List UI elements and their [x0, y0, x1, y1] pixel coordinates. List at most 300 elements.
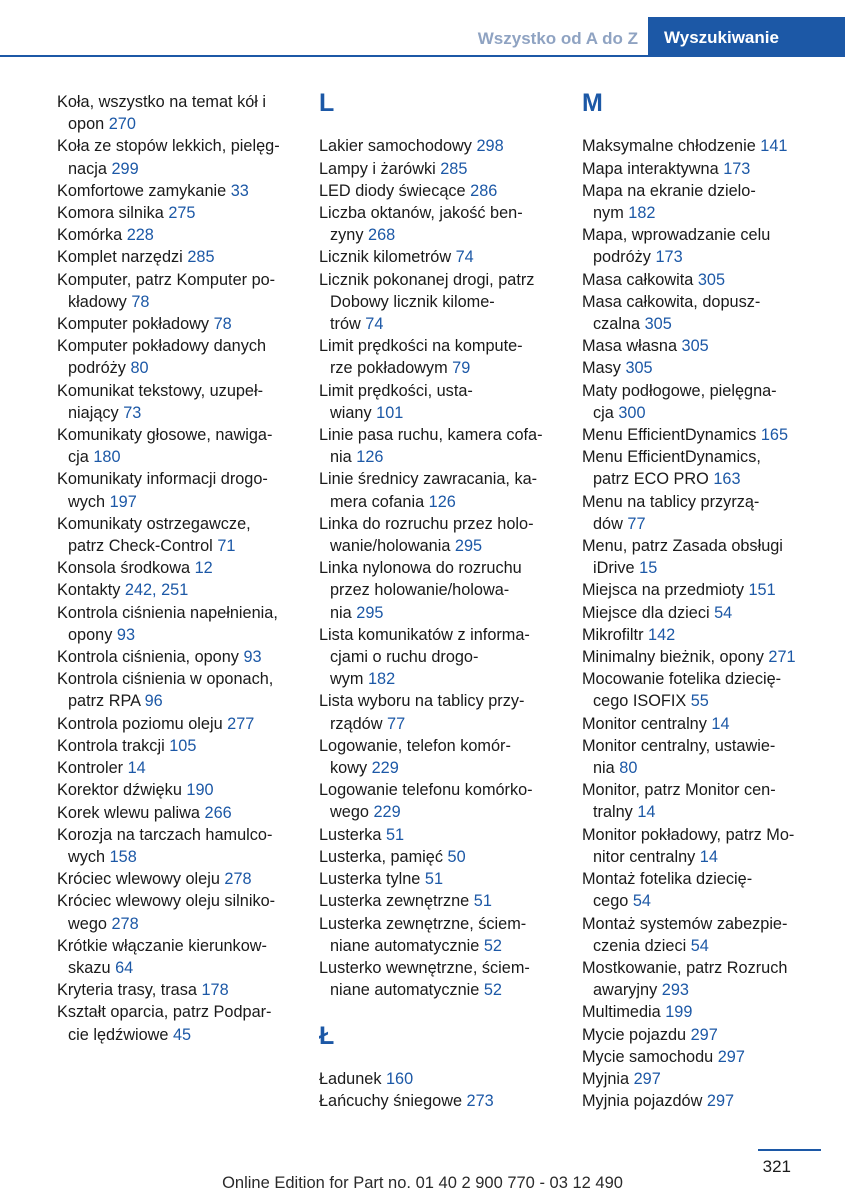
index-entry-text: Lusterka [319, 825, 386, 844]
index-entry [582, 824, 827, 868]
index-entry [582, 579, 827, 601]
index-entry [57, 779, 302, 801]
index-entry-text: Korektor dźwięku [57, 781, 187, 800]
index-entry [57, 757, 302, 779]
index-entry [57, 91, 302, 135]
index-entry [57, 646, 302, 668]
index-page-reference[interactable]: 55 [690, 692, 709, 711]
index-page-reference[interactable]: 277 [227, 714, 255, 733]
index-page-reference[interactable]: 182 [628, 204, 656, 222]
index-column-2 [319, 91, 564, 1112]
index-entry [57, 979, 302, 1001]
index-entry-text: Komórka [57, 226, 127, 245]
index-page-reference[interactable]: 78 [213, 315, 232, 334]
index-column-3 [582, 91, 827, 1112]
page-header [0, 0, 845, 58]
index-entry [319, 380, 564, 424]
index-entry [582, 1001, 827, 1023]
index-entry-text: Komunikat tekstowy, uzupeł‐ [57, 381, 264, 400]
index-page-reference[interactable]: 295 [356, 603, 384, 622]
index-entry-text: Linie pasa ruchu, kamera cofa‐ [319, 426, 543, 445]
index-entry [582, 1024, 827, 1046]
index-entry [319, 624, 564, 691]
index-page-reference[interactable]: 80 [619, 759, 638, 778]
index-page-reference[interactable]: 268 [368, 226, 396, 245]
index-entry-text: Logowanie telefonu komórko‐ [319, 781, 533, 800]
index-entry-text: Menu EfficientDynamics, [582, 448, 761, 467]
index-page-reference[interactable]: 79 [452, 359, 471, 378]
index-page-reference[interactable]: 199 [665, 1003, 693, 1022]
index-entry [319, 868, 564, 890]
index-entry [57, 180, 302, 202]
index-entry-text: Monitor, patrz Monitor cen‐ [582, 781, 776, 800]
index-entry [582, 1068, 827, 1090]
index-entry-text: Dobowy licznik kilome‐ [330, 292, 495, 311]
index-page-reference[interactable]: 71 [217, 537, 236, 556]
index-entry-text: Lusterka zewnętrzne, ściem‐ [319, 914, 527, 933]
index-page-reference[interactable]: 64 [115, 958, 134, 977]
index-entry [57, 579, 302, 601]
index-entry-text: Menu EfficientDynamics [582, 426, 761, 445]
header-tab-search: Wyszukiwanie [648, 17, 845, 57]
index-entry-text: Lista komunikatów z informa‐ [319, 625, 530, 644]
index-entry-text: Łańcuchy śniegowe [319, 1092, 467, 1111]
index-entry-text: Limit prędkości na kompute‐ [319, 337, 523, 356]
index-entry-text: Komfortowe zamykanie [57, 181, 231, 200]
index-entry [57, 824, 302, 868]
index-entry-text: cego [593, 892, 633, 911]
index-letter-heading: M [582, 89, 603, 117]
index-entry [582, 380, 827, 424]
index-entry-text: Krótkie włączanie kierunkow‐ [57, 936, 267, 955]
index-entry-text: Korozja na tarczach hamulco‐ [57, 825, 273, 844]
index-page-reference[interactable]: 141 [760, 137, 788, 156]
index-entry [57, 602, 302, 646]
index-entry-text: Limit prędkości, usta‐ [319, 381, 473, 400]
index-letter-heading: Ł [319, 1021, 335, 1050]
index-entry-text: cjami o ruchu drogo‐ [330, 648, 479, 667]
index-entry-text: Lusterko wewnętrzne, ściem‐ [319, 958, 530, 977]
index-entry [319, 690, 564, 734]
index-page-reference[interactable]: 51 [424, 870, 444, 889]
index-page-reference[interactable]: 151 [748, 581, 776, 600]
index-entry-text: Komunikaty ostrzegawcze, [57, 514, 251, 533]
index-entry-text: skazu [68, 958, 116, 977]
index-page-reference[interactable]: 14 [711, 714, 730, 733]
index-entry [57, 335, 302, 379]
index-entry [57, 224, 302, 246]
index-entry-text: Króciec wlewowy oleju [57, 870, 225, 889]
index-entry-text: Monitor pokładowy, patrz Mo‐ [582, 825, 795, 844]
footer-edition-note: Online Edition for Part no. 01 40 2 900 770 - 03 12 490 [222, 1174, 623, 1192]
index-entry [57, 935, 302, 979]
index-page-reference[interactable]: 163 [713, 470, 741, 489]
index-entry-text: opony [68, 625, 117, 644]
index-entry-text: Komputer pokładowy danych [57, 337, 267, 356]
index-page-reference[interactable]: 278 [224, 870, 252, 889]
index-entry-text: Monitor centralny, ustawie‐ [582, 736, 776, 755]
index-entry-text: wych [68, 492, 110, 511]
index-entry [582, 158, 827, 180]
index-entry [319, 246, 564, 268]
index-entry-text: Mapa, wprowadzanie celu [582, 226, 771, 245]
index-page-reference[interactable]: 158 [109, 847, 137, 866]
index-entry-text: Liczba oktanów, jakość ben‐ [319, 204, 523, 222]
index-entry-text: wego [330, 803, 374, 822]
index-entry-text: kładowy [68, 292, 132, 311]
index-entry-text: nitor centralny [593, 847, 700, 866]
index-entry-text: Koła ze stopów lekkich, pielęg‐ [57, 137, 280, 156]
index-entry [57, 202, 302, 224]
index-entry [57, 269, 302, 313]
index-page-reference[interactable]: 305 [644, 315, 672, 334]
index-entry-text: Mapa interaktywna [582, 159, 724, 178]
index-entry [57, 380, 302, 424]
index-entry-text: nacja [68, 159, 112, 178]
index-page-reference[interactable]: 12 [194, 559, 213, 578]
index-entry-text: Lusterka tylne [319, 870, 425, 889]
index-entry-text: Masa całkowita, dopusz‐ [582, 292, 761, 311]
index-page-reference[interactable]: 178 [201, 981, 229, 1000]
index-page-reference[interactable]: 228 [126, 226, 154, 245]
index-entry [57, 713, 302, 735]
index-entry [582, 291, 827, 335]
index-page-reference[interactable]: 74 [365, 315, 384, 334]
index-entry [319, 1090, 564, 1112]
index-page-reference[interactable]: 285 [440, 159, 468, 178]
index-entry [582, 335, 827, 357]
index-entry-text: Kontrola poziomu oleju [57, 714, 228, 733]
index-page-reference[interactable]: 142 [648, 625, 676, 644]
index-page-reference[interactable]: 293 [661, 981, 689, 1000]
index-entry [319, 890, 564, 912]
index-entry [319, 957, 564, 1001]
index-entry-text: niane automatycznie [330, 981, 484, 1000]
index-entry-text: zyny [330, 226, 369, 245]
index-entry-text: mera cofania [330, 492, 429, 511]
index-page-reference[interactable]: 96 [144, 692, 163, 711]
index-page-reference[interactable]: 190 [186, 781, 214, 800]
index-page-reference[interactable]: 197 [109, 492, 137, 511]
index-page-reference[interactable]: 278 [111, 914, 139, 933]
index-entry-text: Licznik kilometrów [319, 248, 456, 267]
index-entry-text: Komplet narzędzi [57, 248, 188, 267]
index-entry-text: Króciec wlewowy oleju silniko‐ [57, 892, 276, 911]
index-entry [57, 735, 302, 757]
index-entry-text: Logowanie, telefon komór‐ [319, 736, 511, 755]
index-page-reference[interactable]: 51 [473, 892, 492, 911]
index-entry [582, 779, 827, 823]
index-entry-text: Komunikaty głosowe, nawiga‐ [57, 426, 273, 445]
index-entry-text: Menu, patrz Zasada obsługi [582, 537, 783, 556]
index-page-reference[interactable]: 160 [386, 1069, 414, 1088]
index-entry-text: Masa całkowita [582, 270, 698, 289]
index-entry-text: wego [68, 914, 112, 933]
index-page-reference[interactable]: 93 [116, 625, 136, 644]
index-entry [57, 468, 302, 512]
index-entry [582, 357, 827, 379]
index-entry [319, 135, 564, 157]
index-entry [57, 802, 302, 824]
index-entry-text: Mocowanie fotelika dziecię‐ [582, 670, 782, 689]
index-entry-text: Masy [582, 359, 626, 378]
index-entry [582, 957, 827, 1001]
index-page-reference[interactable]: 15 [639, 559, 658, 578]
index-entry [57, 868, 302, 890]
index-entry-text: Mikrofiltr [582, 625, 649, 644]
index-entry-text: Kontrola ciśnienia napełnienia, [57, 603, 278, 622]
index-entry-text: nym [593, 204, 629, 222]
index-entry-text: Miejsca na przedmioty [582, 581, 749, 600]
index-entry-text: cego ISOFIX [593, 692, 691, 711]
index-page-reference[interactable]: 229 [371, 759, 399, 778]
index-entry [319, 468, 564, 512]
index-entry-text: patrz ECO PRO [593, 470, 714, 489]
index-entry [582, 646, 827, 668]
index-entry-text: Komputer, patrz Komputer po‐ [57, 270, 276, 289]
index-entry-text: Koła, wszystko na temat kół i [57, 93, 267, 111]
index-page-reference[interactable]: 14 [699, 847, 718, 866]
index-page-reference[interactable]: 242, 251 [124, 581, 189, 600]
index-entry-text: Komora silnika [57, 204, 169, 223]
index-entry-text: Mapa na ekranie dzielo‐ [582, 181, 756, 200]
index-entry-text: Kontakty [57, 581, 125, 600]
index-entry-text: Korek wlewu paliwa [57, 803, 205, 822]
index-entry [582, 1046, 827, 1068]
index-page-reference[interactable]: 126 [428, 492, 456, 511]
index-entry [319, 735, 564, 779]
index-entry-text: Lampy i żarówki [319, 159, 441, 178]
index-entry [319, 202, 564, 246]
index-entry [582, 913, 827, 957]
index-entry [582, 1090, 827, 1112]
index-page-reference[interactable]: 77 [387, 714, 406, 733]
index-entry-text: cie lędźwiowe [68, 1025, 173, 1044]
index-page-reference[interactable]: 305 [697, 270, 725, 289]
index-page-reference[interactable]: 298 [476, 137, 504, 156]
index-entry-text: Mycie samochodu [582, 1047, 718, 1066]
index-entry-text: rze pokładowym [330, 359, 453, 378]
index-entry-text: Kształt oparcia, patrz Podpar‐ [57, 1003, 272, 1022]
index-entry [319, 424, 564, 468]
index-entry-text: niający [68, 403, 124, 422]
page-number: 321 [762, 1157, 791, 1176]
index-entry [57, 513, 302, 557]
index-entry [57, 890, 302, 934]
index-entry [319, 1068, 564, 1090]
index-entry-text: czenia dzieci [593, 936, 691, 955]
index-entry-text: Maty podłogowe, pielęgna‐ [582, 381, 777, 400]
index-column-1 [57, 91, 302, 1046]
index-page-reference[interactable]: 101 [376, 403, 404, 422]
index-entry [319, 180, 564, 202]
index-entry [319, 335, 564, 379]
index-entry-text: cja [593, 403, 619, 422]
index-entry-text: Ładunek [319, 1069, 386, 1088]
index-entry [582, 424, 827, 446]
index-entry [582, 135, 827, 157]
index-entry-text: nia [330, 603, 357, 622]
index-page-reference[interactable]: 297 [717, 1047, 745, 1066]
index-entry-text: Mostkowanie, patrz Rozruch [582, 958, 788, 977]
index-entry-text: Menu na tablicy przyrzą‐ [582, 492, 760, 511]
index-entry [319, 824, 564, 846]
index-entry-text: Mycie pojazdu [582, 1025, 691, 1044]
index-page-reference[interactable]: 54 [632, 892, 651, 911]
index-page-reference[interactable]: 52 [483, 981, 502, 1000]
index-entry-text: czalna [593, 315, 645, 334]
index-page-reference[interactable]: 14 [127, 759, 146, 778]
index-entry [319, 513, 564, 557]
index-page-reference[interactable]: 54 [714, 603, 733, 622]
index-entry [582, 624, 827, 646]
index-entry [319, 779, 564, 823]
index-page-reference[interactable]: 266 [204, 803, 232, 822]
index-entry [319, 269, 564, 336]
index-entry [582, 180, 827, 224]
index-entry-text: LED diody świecące [319, 181, 471, 200]
index-entry-text: cja [68, 448, 94, 467]
index-entry-text: Lusterka, pamięć [319, 847, 448, 866]
index-entry-text: nia [330, 448, 357, 467]
index-page-reference[interactable]: 126 [356, 448, 384, 467]
index-entry-text: Kontrola ciśnienia, opony [57, 648, 244, 667]
index-entry [57, 424, 302, 468]
index-page-reference[interactable]: 45 [172, 1025, 192, 1044]
index-page-reference[interactable]: 52 [483, 936, 502, 955]
index-page-reference[interactable]: 93 [243, 648, 262, 667]
index-entry-text: Montaż fotelika dziecię‐ [582, 870, 753, 889]
index-page-reference[interactable]: 180 [93, 448, 121, 467]
index-entry-text: Lista wyboru na tablicy przy‐ [319, 692, 525, 711]
index-entry-text: dów [593, 514, 628, 533]
index-page-reference[interactable]: 165 [760, 426, 789, 445]
index-page-reference[interactable]: 77 [627, 514, 646, 533]
index-entry [319, 846, 564, 868]
index-entry [582, 602, 827, 624]
index-page-reference[interactable]: 285 [187, 248, 215, 267]
index-entry-text: wanie/holowania [330, 537, 455, 556]
index-entry [582, 224, 827, 268]
index-page-reference[interactable]: 295 [454, 537, 483, 556]
index-entry-text: wych [68, 847, 110, 866]
index-page-reference[interactable]: 270 [108, 115, 136, 134]
index-page-reference[interactable]: 273 [466, 1092, 494, 1111]
index-page-reference[interactable]: 74 [455, 248, 474, 267]
index-page-reference[interactable]: 182 [367, 670, 396, 689]
index-entry [57, 246, 302, 268]
index-entry-text: wiany [330, 403, 377, 422]
index-entry [582, 535, 827, 579]
index-page-reference[interactable]: 51 [385, 825, 405, 844]
index-entry-text: rządów [330, 714, 388, 733]
index-entry [57, 1001, 302, 1045]
index-entry-text: Linie średnicy zawracania, ka‐ [319, 470, 538, 489]
index-letter-heading: L [319, 89, 335, 117]
index-entry-text: Multimedia [582, 1003, 666, 1022]
index-page-reference[interactable]: 173 [723, 159, 751, 178]
index-entry-text: Kryteria trasy, trasa [57, 981, 202, 1000]
index-entry-text: trów [330, 315, 366, 334]
index-page-reference[interactable]: 271 [768, 648, 796, 667]
index-entry-text: Licznik pokonanej drogi, patrz [319, 270, 535, 289]
index-entry [57, 135, 302, 179]
index-entry-text: Minimalny bieżnik, opony [582, 648, 769, 667]
index-page-reference[interactable]: 73 [123, 403, 142, 422]
index-page-reference[interactable]: 78 [131, 292, 150, 311]
index-entry-text: awaryjny [593, 981, 662, 1000]
index-entry-text: Masa własna [582, 337, 682, 356]
index-entry [582, 868, 827, 912]
index-entry [582, 491, 827, 535]
index-page-reference[interactable]: 54 [690, 936, 709, 955]
index-page-reference[interactable]: 300 [618, 403, 646, 422]
index-page-reference[interactable]: 305 [625, 359, 653, 378]
index-entry-text: Myjnia pojazdów [582, 1092, 707, 1111]
index-entry-text: tralny [593, 803, 638, 822]
index-entry-text: Komunikaty informacji drogo‐ [57, 470, 268, 489]
header-rule [0, 55, 845, 57]
index-page-reference[interactable]: 105 [169, 736, 197, 755]
index-page-reference[interactable]: 275 [168, 204, 196, 223]
page-number-rule [758, 1149, 821, 1151]
index-entry-text: nia [593, 759, 620, 778]
index-entry-text: Montaż systemów zabezpie‐ [582, 914, 788, 933]
index-page-reference[interactable]: 50 [447, 847, 466, 866]
index-page-reference[interactable]: 297 [706, 1092, 735, 1111]
index-entry [57, 557, 302, 579]
index-entry [57, 668, 302, 712]
index-entry [582, 446, 827, 490]
index-page-reference[interactable]: 173 [655, 248, 683, 267]
index-page-reference[interactable]: 297 [690, 1025, 718, 1044]
index-entry-text: Myjnia [582, 1069, 634, 1088]
index-entry-text: patrz RPA [68, 692, 145, 711]
index-entry [319, 913, 564, 957]
index-entry-text: Kontrola ciśnienia w oponach, [57, 670, 274, 689]
index-entry-text: podróży [68, 359, 131, 378]
index-entry-text: Maksymalne chłodzenie [582, 137, 761, 156]
index-page-reference[interactable]: 14 [637, 803, 656, 822]
index-page-reference[interactable]: 305 [681, 337, 709, 356]
index-entry [582, 735, 827, 779]
index-entry-text: kowy [330, 759, 372, 778]
index-entry-text: Kontrola trakcji [57, 736, 170, 755]
index-page-reference[interactable]: 33 [230, 181, 249, 200]
index-entry-text: Komputer pokładowy [57, 315, 214, 334]
index-entry-text: Konsola środkowa [57, 559, 195, 578]
header-section-title: Wszystko od A do Z [477, 29, 638, 48]
index-page-reference[interactable]: 80 [130, 359, 149, 378]
index-entry-text: Linka nylonowa do rozruchu [319, 559, 522, 578]
index-entry-text: iDrive [593, 559, 640, 578]
index-entry [582, 713, 827, 735]
index-entry-text: Kontroler [57, 759, 128, 778]
index-page-reference[interactable]: 229 [373, 803, 401, 822]
index-page-reference[interactable]: 286 [470, 181, 498, 200]
index-page-reference[interactable]: 297 [633, 1069, 661, 1088]
index-entry-text: Lusterka zewnętrzne [319, 892, 474, 911]
index-entry-text: patrz Check-Control [68, 537, 218, 556]
index-entry-text: niane automatycznie [330, 936, 484, 955]
index-page-reference[interactable]: 299 [111, 159, 139, 178]
index-entry [57, 313, 302, 335]
index-entry-text: wym [330, 670, 368, 689]
index-entry-text: przez holowanie/holowa‐ [330, 581, 510, 600]
index-entry-text: Linka do rozruchu przez holo‐ [319, 514, 534, 533]
index-entry-text: opon [68, 115, 109, 134]
index-entry-text: Miejsce dla dzieci [582, 603, 715, 622]
